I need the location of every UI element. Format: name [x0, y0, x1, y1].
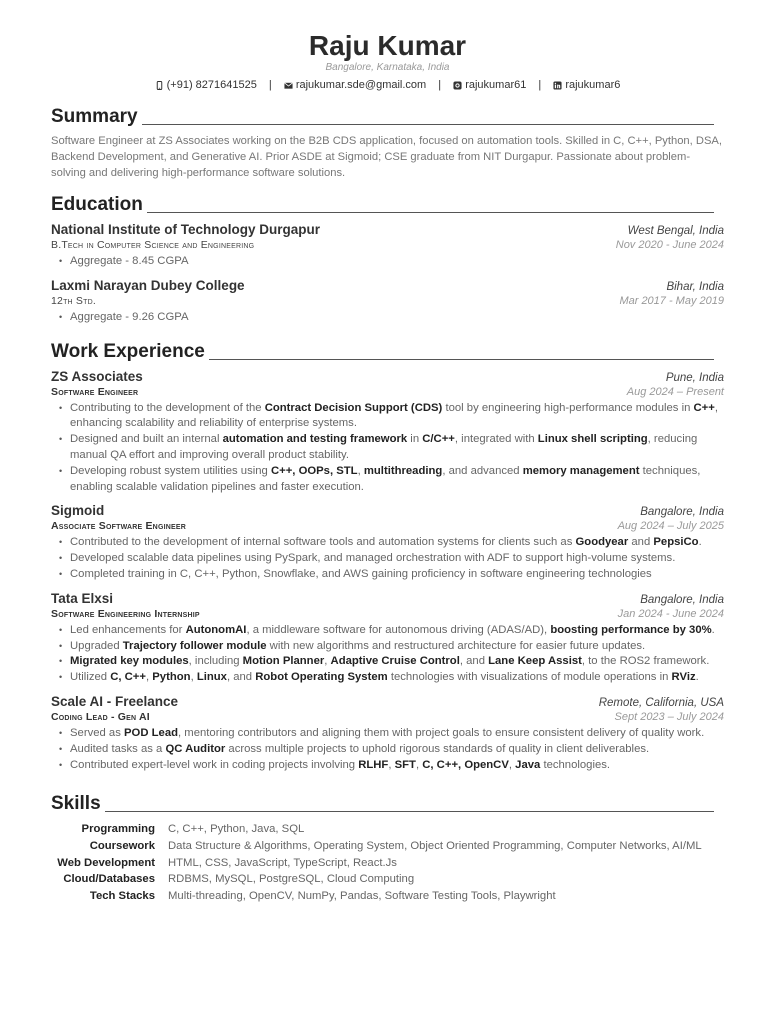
text-run: , a middleware software for autonomous driving (ADAS/AD),: [246, 623, 551, 636]
entry-header-row: [51, 590, 724, 607]
phone-text: (+91) 8271641525: [166, 79, 257, 91]
education-list: [51, 221, 724, 326]
summary-text: Software Engineer at ZS Associates working on the B2B CDS application, focused on automation tools. Skilled in C, C++, Python, DSA, Backend Development, and Generative AI. Prior ASDE at Sigmoid; CSE graduate from NIT Durgapur. Passionate about problem-solving and delivering high-performance software solutions.: [51, 135, 722, 179]
text-run: technologies with visualizations of module operations in: [387, 671, 672, 684]
section-rule: [142, 124, 714, 125]
summary-heading: [51, 106, 724, 128]
bold-text: Robot Operating System: [255, 671, 388, 684]
text-run: Contributing to the development of the: [70, 401, 265, 414]
entry-role-row: [51, 710, 724, 724]
text-run: ,: [145, 671, 153, 684]
phone-contact[interactable]: [155, 78, 257, 92]
bullet-list: [51, 310, 724, 326]
date-range: Mar 2017 - May 2019: [619, 294, 724, 307]
candidate-name: Raju Kumar: [308, 30, 467, 61]
entry-role-row: [51, 385, 724, 399]
bold-text: C++: [693, 401, 715, 414]
text-run: , and: [459, 655, 489, 668]
text-run: ,: [508, 758, 516, 771]
entry-role-row: [51, 519, 724, 533]
organization-location: Bangalore, India: [640, 593, 724, 606]
organization-name: Laxmi Narayan Dubey College: [51, 277, 245, 293]
entry-role-row: [51, 607, 724, 621]
experience-list: [51, 368, 724, 774]
bold-text: Adaptive Cruise Control: [330, 655, 460, 668]
text-run: Audited tasks as a: [70, 742, 166, 755]
text-run: technologies.: [540, 758, 611, 771]
section-title: Summary: [51, 106, 138, 127]
skills-table: [51, 821, 724, 905]
contact-separator: |: [268, 79, 272, 91]
role-title: Software Engineer: [51, 385, 139, 398]
organization-location: Remote, California, USA: [598, 696, 724, 709]
skill-values: Multi-threading, OpenCV, NumPy, Pandas, Software Testing Tools, Playwright: [168, 890, 556, 903]
text-run: techniques, enabling scalable validation pipelines and faster execution.: [70, 464, 701, 493]
contact-separator: |: [438, 79, 442, 91]
text-run: Developing robust system utilities using: [70, 464, 271, 477]
bold-text: C++, OOPs, STL: [270, 464, 358, 477]
bold-text: boosting performance by 30%: [550, 623, 712, 636]
text-run: Contributed expert-level work in coding projects involving: [70, 758, 359, 771]
organization-location: West Bengal, India: [627, 225, 724, 237]
role-title: Software Engineering Internship: [51, 607, 200, 620]
role-title: Associate Software Engineer: [51, 520, 186, 533]
text-run: with new algorithms and restructured architecture for easier future updates.: [266, 639, 646, 652]
bullet-item: [70, 742, 724, 758]
bold-text: RViz: [671, 671, 696, 684]
text-run: tool by engineering high-performance modules in: [442, 401, 694, 414]
role-title: 12th Std.: [51, 294, 96, 307]
bullet-list: [51, 535, 724, 582]
bullet-item: [70, 254, 724, 270]
section-rule: [105, 811, 714, 812]
skill-category: Coursework: [89, 840, 155, 853]
bullet-list: [51, 401, 724, 496]
bold-text: multithreading: [363, 464, 443, 477]
skill-values: C, C++, Python, Java, SQL: [168, 823, 305, 836]
role-title: B.Tech in Computer Science and Engineering: [51, 239, 255, 251]
text-run: Upgraded: [70, 639, 123, 652]
bold-text: AutonomAI: [185, 623, 247, 636]
entry-item: [51, 590, 724, 686]
linkedin-icon: [553, 78, 562, 92]
bullet-item: [70, 432, 724, 464]
bold-text: Lane Keep Assist: [488, 655, 582, 668]
entry-header-row: [51, 502, 724, 519]
text-run: ,: [190, 671, 197, 684]
bold-text: C/C++: [422, 433, 455, 446]
email-text: rajukumar.sde@gmail.com: [295, 79, 427, 91]
skill-row: [51, 888, 724, 905]
entry-item: [51, 502, 724, 582]
skill-values: RDBMS, MySQL, PostgreSQL, Cloud Computing: [168, 873, 415, 886]
organization-location: Bihar, India: [666, 280, 724, 293]
bold-text: Java: [515, 758, 541, 771]
text-run: Aggregate - 8.45 CGPA: [70, 255, 189, 267]
bullet-list: [51, 726, 724, 773]
text-run: ,: [388, 758, 395, 771]
text-run: ,: [324, 655, 331, 668]
text-run: in: [407, 433, 423, 446]
linkedin-text: rajukumar6: [565, 79, 621, 91]
github-contact[interactable]: [453, 78, 526, 92]
text-run: Led enhancements for: [70, 623, 186, 636]
text-run: ,: [357, 464, 364, 477]
text-run: across multiple projects to uphold rigorous standards of quality in client deliverables.: [225, 742, 650, 755]
skill-row: [51, 838, 724, 855]
bold-text: PepsiCo: [653, 536, 699, 549]
skill-category: Cloud/Databases: [63, 873, 155, 886]
skills-heading: [51, 793, 724, 815]
text-run: Contributed to the development of internal software tools and automation systems for clients such as: [70, 536, 576, 549]
skill-category: Programming: [81, 823, 155, 836]
entry-header-row: [51, 368, 724, 385]
section-rule: [209, 359, 714, 360]
text-run: , including: [188, 655, 243, 668]
date-range: Nov 2020 - June 2024: [615, 239, 724, 251]
entry-role-row: [51, 238, 724, 252]
bullet-item: [70, 670, 724, 686]
organization-name: ZS Associates: [51, 368, 143, 384]
bold-text: Linux: [196, 671, 227, 684]
bullet-item: [70, 567, 724, 583]
skill-row: [51, 821, 724, 838]
text-run: , and advanced: [442, 464, 523, 477]
contact-bar: [51, 78, 724, 92]
bold-text: SFT: [394, 758, 416, 771]
bullet-item: [70, 551, 724, 567]
role-title: Coding Lead - Gen AI: [51, 710, 150, 723]
bold-text: Contract Decision Support (CDS): [264, 401, 443, 414]
bold-text: QC Auditor: [165, 742, 226, 755]
contact-separator: |: [538, 79, 542, 91]
text-run: , to the ROS2 framework.: [581, 655, 710, 668]
bullet-list: [51, 623, 724, 686]
github-text: rajukumar61: [465, 79, 527, 91]
resume-page: [51, 30, 724, 905]
bold-text: automation and testing framework: [222, 433, 408, 446]
linkedin-contact[interactable]: [553, 78, 620, 92]
bold-text: Linux shell scripting: [537, 433, 648, 446]
entry-item: [51, 277, 724, 326]
phone-icon: [155, 78, 164, 92]
text-run: ,: [415, 758, 423, 771]
email-icon: [284, 78, 293, 92]
bold-text: Motion Planner: [242, 655, 325, 668]
entry-header-row: [51, 693, 724, 710]
bullet-item: [70, 401, 724, 433]
candidate-location: Bangalore, Karnataka, India: [325, 62, 450, 73]
section-title: Skills: [51, 793, 101, 815]
text-run: Completed training in C, C++, Python, Snowflake, and AWS gaining proficiency in software engineering technologies: [70, 567, 652, 580]
entry-header-row: [51, 221, 724, 238]
text-run: and: [628, 536, 654, 549]
bold-text: memory management: [522, 464, 640, 477]
bullet-item: [70, 535, 724, 551]
section-title: Work Experience: [51, 340, 205, 362]
entry-header-row: [51, 277, 724, 294]
experience-heading: [51, 341, 724, 363]
organization-name: Sigmoid: [51, 503, 105, 519]
section-rule: [147, 212, 714, 213]
bold-text: Goodyear: [575, 536, 629, 549]
text-run: , and: [226, 671, 256, 684]
organization-location: Bangalore, India: [640, 506, 724, 519]
entry-role-row: [51, 294, 724, 308]
entry-item: [51, 368, 724, 496]
skill-row: [51, 855, 724, 872]
bullet-item: [70, 464, 724, 496]
date-range: Sept 2023 – July 2024: [614, 710, 724, 723]
bullet-item: [70, 639, 724, 655]
text-run: Designed and built an internal: [70, 433, 223, 446]
bold-text: POD Lead: [124, 726, 179, 739]
bold-text: RLHF: [358, 758, 389, 771]
bold-text: C, C++: [110, 671, 146, 684]
bold-text: C, C++, OpenCV: [422, 758, 509, 771]
text-run: , mentoring contributors and aligning them with project goals to ensure consistent delivery of quality work.: [178, 726, 705, 739]
bullet-item: [70, 726, 724, 742]
text-run: , integrated with: [454, 433, 538, 446]
bullet-item: [70, 623, 724, 639]
date-range: Aug 2024 – Present: [626, 385, 724, 398]
skill-category: Tech Stacks: [89, 890, 155, 903]
skill-values: HTML, CSS, JavaScript, TypeScript, React.Js: [168, 856, 397, 869]
date-range: Aug 2024 – July 2025: [617, 520, 724, 533]
skill-row: [51, 871, 724, 888]
entry-item: [51, 221, 724, 270]
text-run: , reducing manual QA effort and improving overall product stability.: [70, 433, 698, 461]
text-run: Developed scalable data pipelines using PySpark, and managed orchestration with ADF to support high-volume systems.: [70, 552, 676, 565]
email-contact[interactable]: [284, 78, 426, 92]
organization-name: Scale AI - Freelance: [51, 693, 179, 709]
section-title: Education: [51, 194, 143, 215]
bold-text: Migrated key modules: [70, 655, 189, 668]
text-run: .: [698, 536, 702, 549]
organization-name: Tata Elxsi: [51, 590, 114, 606]
github-icon: [453, 78, 462, 92]
organization-name: National Institute of Technology Durgapur: [51, 222, 320, 237]
organization-location: Pune, India: [665, 371, 724, 384]
bold-text: Trajectory follower module: [122, 639, 267, 652]
text-run: Aggregate - 9.26 CGPA: [70, 310, 189, 323]
bold-text: Python: [152, 671, 191, 684]
text-run: .: [695, 671, 699, 684]
date-range: Jan 2024 - June 2024: [617, 607, 724, 620]
bullet-list: [51, 254, 724, 270]
bullet-item: [70, 758, 724, 774]
text-run: .: [711, 623, 715, 636]
text-run: , enhancing scalability and reliability of enterprise systems.: [70, 401, 719, 430]
bullet-item: [70, 310, 724, 326]
text-run: Utilized: [70, 671, 111, 684]
text-run: Served as: [70, 726, 125, 739]
entry-item: [51, 693, 724, 773]
bullet-item: [70, 654, 724, 670]
skill-category: Web Development: [57, 856, 155, 869]
education-heading: [51, 194, 724, 216]
skill-values: Data Structure & Algorithms, Operating System, Object Oriented Programming, Computer Networks, AI/ML: [168, 840, 702, 853]
